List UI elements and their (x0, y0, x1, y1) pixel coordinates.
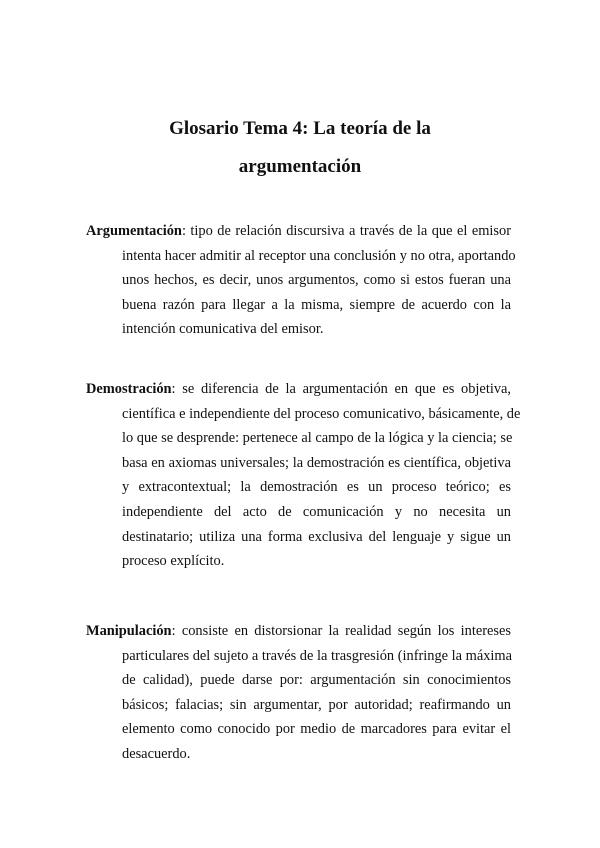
glossary-entry-demostracion (86, 377, 521, 574)
glossary-term: Manipulación (86, 623, 172, 639)
definition-line: particulares del sujeto a través de la trasgresión (infringe la máxima (122, 647, 512, 664)
definition-line: intención comunicativa del emisor. (122, 321, 324, 338)
entry-first-line (86, 619, 511, 644)
definition-text: : tipo de relación discursiva a través de la que el emisor (181, 223, 511, 239)
definition-line: independiente del acto de comunicación y no necesita un (122, 503, 511, 520)
glossary-entry-manipulacion (86, 619, 511, 767)
glossary-entry-argumentacion (86, 219, 516, 342)
definition-line: científica e independiente del proceso comunicativo, básicamente, de (122, 405, 521, 422)
definition-text: : se diferencia de la argumentación en que es objetiva, (171, 381, 511, 397)
page-title (60, 110, 540, 186)
definition-line: buena razón para llegar a la misma, siempre de acuerdo con la (122, 296, 511, 313)
definition-line: basa en axiomas universales; la demostración es científica, objetiva (122, 454, 511, 471)
definition-line: elemento como conocido por medio de marcadores para evitar el (122, 721, 511, 738)
title-line-1: Glosario Tema 4: La teoría de la (169, 118, 431, 139)
definition-line: destinatario; utiliza una forma exclusiva del lenguaje y sigue un (122, 528, 511, 545)
definition-line: lo que se desprende: pertenece al campo de la lógica y la ciencia; se (122, 430, 513, 447)
entry-first-line (86, 377, 511, 402)
glossary-term: Argumentación (86, 223, 182, 239)
definition-text: : consiste en distorsionar la realidad según los intereses (171, 623, 511, 639)
entry-first-line (86, 219, 511, 244)
definition-line: proceso explícito. (122, 553, 225, 570)
definition-line: unos hechos, es decir, unos argumentos, como si estos fueran una (122, 272, 511, 289)
definition-line: intenta hacer admitir al receptor una conclusión y no otra, aportando (122, 247, 516, 264)
definition-line: y extracontextual; la demostración es un proceso teórico; es (122, 479, 511, 496)
definition-line: básicos; falacias; sin argumentar, por autoridad; reafirmando un (122, 696, 511, 713)
definition-line: desacuerdo. (122, 745, 191, 762)
glossary-term: Demostración (86, 381, 172, 397)
title-line-2: argumentación (238, 156, 362, 177)
definition-line: de calidad), puede darse por: argumentación sin conocimientos (122, 672, 511, 689)
